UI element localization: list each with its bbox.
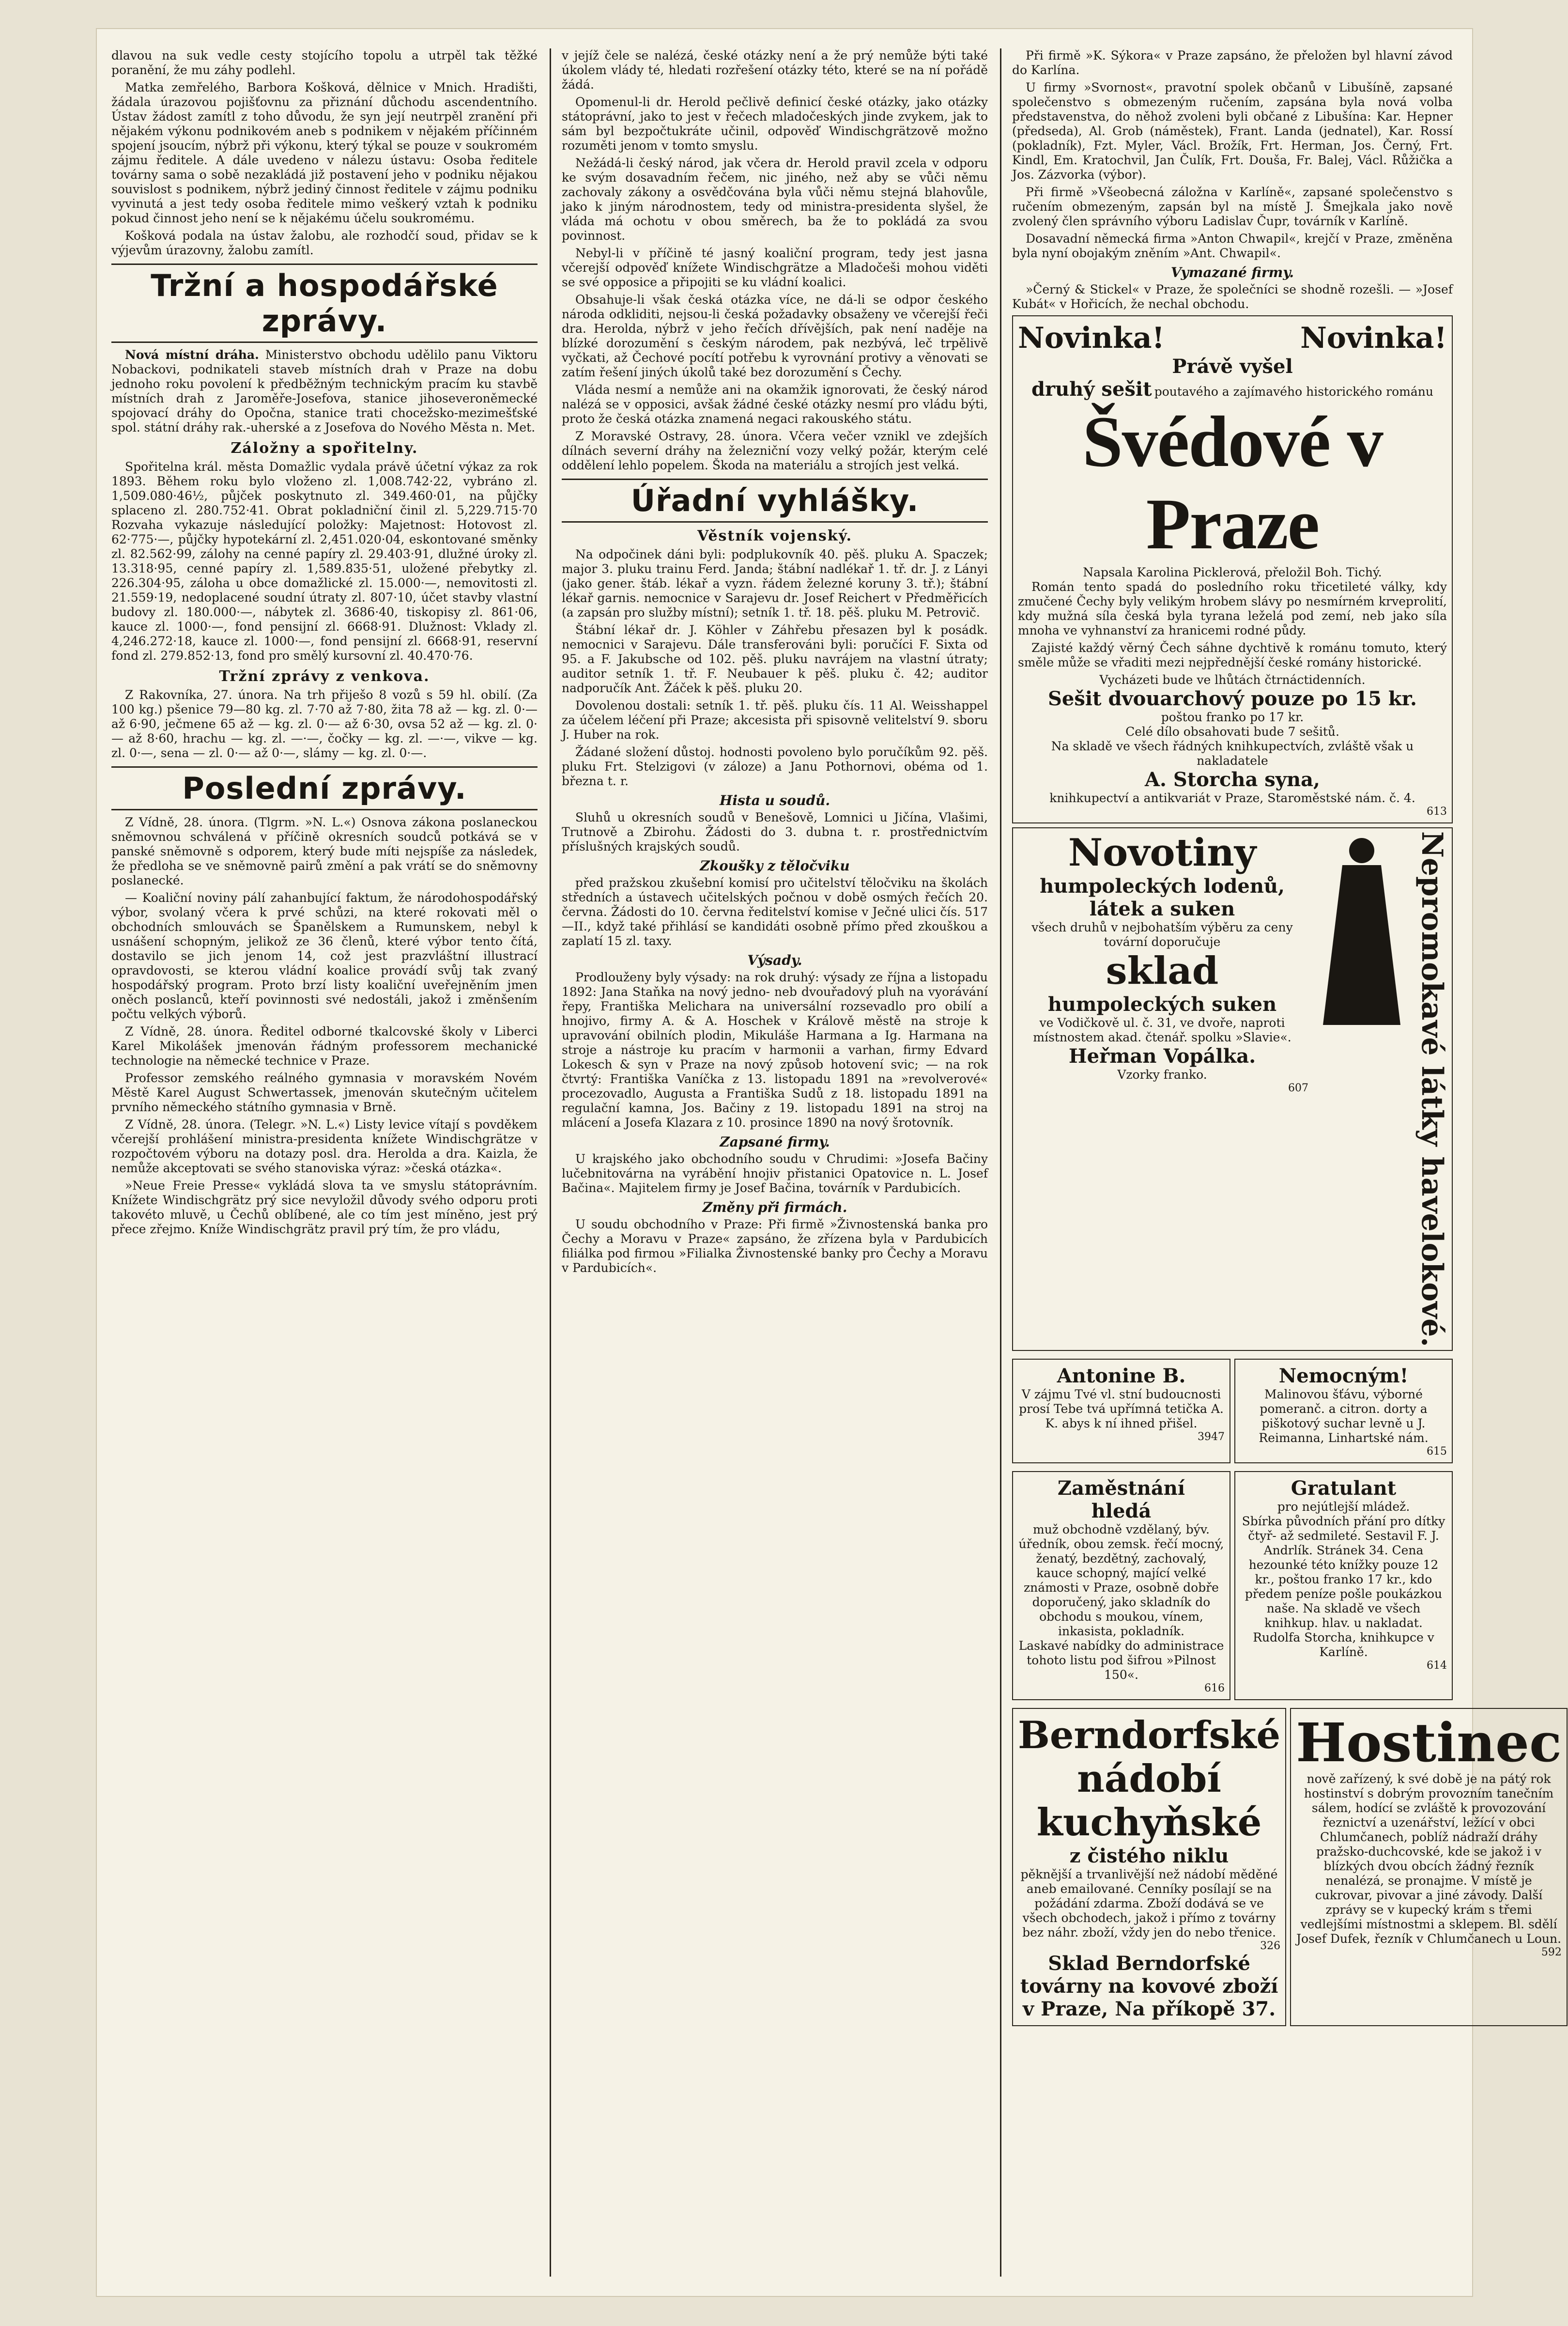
ad-row [1012, 1704, 1562, 2030]
ad-subheadline: humpoleckých lodenů, látek a suken [1040, 875, 1285, 920]
paragraph: Na odpočinek dáni byli: podplukovník 40. pěš. pluku A. Spaczek; major 3. pluku trainu Ferd. Janda; štábní nadlékař 1. tř. dr. J. z Lányi (jako gener. štáb. lékař a vyzn. řádem železné koruny 3. tř.); štábní lékař garnis. nemocnice v Sarajevu dr. Josef Reichert v Předměřicích (a zapsán pro služby místní); setník 1. tř. 18. pěš. pluku M. Petrovič. [562, 547, 988, 620]
paragraph: Dosavadní německá firma »Anton Chwapil«, krejčí v Praze, změněna byla nyní obojakým zněním »Ant. Chwapil«. [1012, 232, 1453, 260]
sub-heading: Záložny a spořitelny. [231, 440, 418, 457]
ad-text: poutavého a zajímavého historického románu [1154, 385, 1433, 399]
ad-subheadline: z čistého niklu [1069, 1845, 1229, 1868]
ad-row [1012, 1467, 1453, 1704]
paragraph: Z Vídně, 28. února. (Tlgrm. »N. L.«) Osnova zákona poslaneckou sněmovnou schválená v příčině okresních soudců potkává se v panské sněmovně s odporem, který bude míti nejspíše za následek, že předloha se ve sněmovně pairů změní a pak vrátí se do sněmovny poslanecké. [111, 815, 538, 887]
section-heading: Tržní a hospodářské zprávy. [111, 264, 538, 343]
paragraph: Nebyl-li v příčině té jasný koaliční program, tedy jest jasna včerejší odpověď knížete Windischgrätze a Mladočeši mohou viděti se své opposice a připojiti se ku vládní koalici. [562, 246, 988, 289]
ad-headline: Novinka! [1018, 321, 1165, 355]
paragraph: Štábní lékař dr. J. Köhler v Záhřebu přesazen byl k posádk. nemocnici v Sarajevu. Dále transferováni byli: poručíci F. Sixta od 95. a F. Jakubsche od 102. pěš. pluku navrájem na vlastní útraty; auditor setník 1. tř. F. Neubauer k pěš. pluku č. 42; auditor nadporučík Ant. Žáček k pěš. pluku 20. [562, 623, 988, 695]
ad-hostinec [1290, 1708, 1568, 2026]
column-1 [111, 48, 538, 2277]
paragraph: Při firmě »K. Sýkora« v Praze zapsáno, že přeložen byl hlavní závod do Karlína. [1012, 48, 1453, 77]
sub-heading: Věstník vojenský. [697, 527, 853, 544]
ad-berndorfske [1012, 1708, 1286, 2026]
paragraph: v jejíž čele se nalézá, české otázky není a že prý nemůže býti také úkolem vlády té, hledati rozřešení otázky této, které se na ní pořádě žádá. [562, 48, 988, 92]
ad-title: Antonine B. [1057, 1365, 1186, 1388]
ad-subheadline: humpoleckých suken [1047, 993, 1277, 1016]
ad-text: Sbírka původních přání pro dítky čtyř- až sedmileté. Sestavil F. J. Andrlík. Stránek 34. Cena hezounké této knížky pouze 12 kr., poštou franko 17 kr., kdo předem peníze pošle poukázkou naše. Na skladě ve všech knihkup. hlav. u nakladat. Rudolfa Storcha, knihkupce v Karlíně. [1242, 1514, 1445, 1659]
article-title: Nová místní dráha. [125, 348, 259, 362]
sub-heading: Vymazané firmy. [1170, 264, 1294, 280]
paragraph: Žádané složení důstoj. hodnosti povoleno bylo poručíkům 92. pěš. pluku Frt. Stelzigovi (v záloze) a Janu Pothornovi, obéma od 1. března t. r. [562, 745, 988, 788]
paragraph: Opomenul-li dr. Herold pečlivě definicí české otázky, jako otázky státoprávní, jako to jest v řečech mladočeských jinde zvykem, jak to sám byl bezpočtukráte učinil, odpověď Windischgrätzově možno rozuměti jenom v tomto smyslu. [562, 95, 988, 153]
paragraph: U firmy »Svornost«, pravotní spolek občanů v Libušíně, zapsané společenstvo s obmezeným ručením, zapsána byla nová volba představenstva, do něhož zvoleni byli občané z Libušína: Kar. Hepner (předseda), Al. Grob (náměstek), Frant. Landa (jednatel), Kar. Rossí (pokladník), Fzt. Myler, Václ. Brožík, Frt. Herman, Jos. Černý, Frt. Kindl, Em. Kratochvil, Jan Čulík, Frt. Douša, Fr. Balej, Václ. Růžička a Jos. Zázvorka (výbor). [1012, 80, 1453, 182]
ad-text: všech druhů v nejbohatším výběru za ceny tovární doporučuje [1031, 920, 1293, 949]
column-2 [562, 48, 988, 2277]
ad-publisher: A. Storcha syna, [1145, 768, 1320, 791]
ad-text: Vzorky franko. [1117, 1068, 1207, 1082]
ad-subheadline: druhý sešit [1031, 378, 1152, 401]
ad-number: 607 [1288, 1082, 1308, 1094]
ad-number: 592 [1541, 1946, 1562, 1959]
section-heading: Poslední zprávy. [111, 766, 538, 810]
paragraph: »Černý & Stickel« v Praze, že společníci se shodně rozešli. — »Josef Kubát« v Hořicích, že nechal obchodu. [1012, 282, 1453, 311]
ad-author: Napsala Karolina Picklerová, přeložil Boh. Tichý. [1083, 565, 1382, 579]
paragraph: U krajského jako obchodního soudu v Chrudimi: »Josefa Bačiny lučebnitovárna na vyrábění hnojiv přistanici Opatovice n. L. Josef Bačina«. Majitelem firmy je Josef Bačina, továrník v Pardubicích. [562, 1152, 988, 1195]
sub-heading: Tržní zprávy z venkova. [219, 668, 430, 685]
ad-subheadline: Právě vyšel [1172, 355, 1293, 378]
paragraph: Z Vídně, 28. února. (Telegr. »N. L.«) Listy levice vítají s povděkem včerejší prohlášení ministra-presidenta knížete Windischgrätze v rozpočtovém výboru na dotazy posl. dra. Herolda a dra. Kaizla, že nemůže akceptovati se svého stanoviska výraz: »česká otázka«. [111, 1117, 538, 1175]
ad-subheadline: pro nejútlejší mládež. [1277, 1500, 1410, 1514]
ad-gratulant [1234, 1471, 1453, 1700]
ad-title: Gratulant [1291, 1477, 1397, 1500]
ad-number: 615 [1427, 1445, 1447, 1458]
ad-text: muž obchodně vzdělaný, býv. úředník, obou zemsk. řečí mocný, ženatý, bezdětný, zachovalý, kauce schopný, mající velké známosti v Praze, osobně dobře doporučený, jako skladník do obchodu s moukou, vínem, inkasista, pokladník. [1018, 1522, 1224, 1639]
sub-heading: Zkoušky z těločviku [700, 858, 850, 874]
ad-text: Zajisté každý věrný Čech sáhne dychtivě k románu tomuto, který směle může se vřaditi mezi nejpřednější české romány historické. [1018, 641, 1447, 669]
ad-number: 613 [1427, 806, 1447, 818]
ad-text: Celé dílo obsahovati bude 7 sešitů. [1125, 725, 1339, 739]
sub-heading: Výsady. [747, 952, 802, 968]
paragraph: Vláda nesmí a nemůže ani na okamžik ignorovati, že český národ nalézá se v opposici, avšak žádné české otázky nesmí pro vládu býti, proto že česká otázka znamená negaci rakouského státu. [562, 383, 988, 426]
ad-text: Vycházeti bude ve lhůtách čtrnáctidenních. [1099, 673, 1366, 687]
ad-number: 326 [1260, 1940, 1281, 1953]
paragraph: Professor zemského reálného gymnasia v moravském Novém Městě Karel August Schwertassek, jmenován skutečným učitelem prvního německého státního gymnasia v Brně. [111, 1071, 538, 1114]
paragraph: Spořitelna král. města Domažlic vydala právě účetní výkaz za rok 1893. Během roku bylo vloženo zl. 1,008.742·22, vybráno zl. 1,509.080·46½, půjček poskytnuto zl. 349.460·01, na půjčky splaceno zl. 280.752·41. Obrat pokladniční činil zl. 5,229.715·70 Rozvaha vykazuje následující položky: Majetnost: Hotovost zl. 62·775·—, půjčky hypotekární zl. 2,451.020·04, eskontované směnky zl. 82.562·99, zálohy na cenné papíry zl. 29.403·91, dlužné úroky zl. 13.318·95, cenné papíry zl. 1,589.835·51, uložené přebytky zl. 226.304·95, záloha u obce domažlické zl. 15.000·—, nemovitosti zl. 21.559·19, nedoplacené soudní útraty zl. 807·10, účet stavby vlastní budovy zl. 180.000·—, nábytek zl. 3686·40, tiskopisy zl. 861·06, kauce zl. 1000·—, fond pensijní zl. 6668·91. Dlužnost: Vklady zl. 4,246.272·18, kauce zl. 1000·—, fond pensijní zl. 6668·91, reservní fond zl. 279.852·13, fond pro smělý kursovní zl. 40.470·76. [111, 460, 538, 663]
ad-antonine [1012, 1359, 1230, 1463]
sub-heading: Zapsané firmy. [720, 1134, 830, 1150]
paragraph: — Koaliční noviny pálí zahanbující faktum, že národohospodářský výbor, svolaný včera k prvé schůzi, na které rokovati měl o obchodních smlouvách se Španělskem a Rumunskem, nebyl k usnášení schopným, jelikož ze 36 členů, které výbor tento čítá, dostavilo se jich jenom 14, což jest prazvláštní illustrací opravdovosti, se kterou vládní koalice provádí svůj tak zvaný hospodářský program. Proto brzí listy koaliční uveřejněním jmen oněch poslanců, kteří povinnosti své nedostáli, jakož i změnšením počtu velkých výborů. [111, 891, 538, 1021]
ad-zamestnani [1012, 1471, 1230, 1700]
paragraph: Matka zemřelého, Barbora Košková, dělnice v Mnich. Hradišti, žádala úrazovou pojišťovnu za přiznání důchodu ascendentního. Ústav žádost zamítl z toho důvodu, že syn její neutrpěl zranění při nějakém výkonu podnikovém aneb s podnikem v nějakém příčinném spojení jsoucím, nýbrž při výkonu, který týkal se pouze v soukromém zájmu ředitele. A dále uvedeno v nálezu ústavu: Osoba ředitele továrny sama o sobě nezakládá již postavení jeho v podniku nějakou souvislost s podnikem, nýbrž jediný činnost ředitele v zájmu podniku vyvinutá a jest tedy osoba ředitele mimo veškerý vztah k podniku pokud činnost jeho není se k nějakému účelu soukromému. [111, 80, 538, 225]
ad-text: pěknější a trvanlivější než nádobí měděné aneb emailované. Cenníky posílají se na požádání zdarma. Zboží dodává se ve všech obchodech, jakož i přímo z továrny bez náhr. zboží, vždy jen do nebo třenice. [1020, 1867, 1278, 1940]
paragraph: Košková podala na ústav žalobu, ale rozhodčí soud, přidav se k výjevům úrazovny, žalobu zamítl. [111, 229, 538, 257]
paragraph: Ministerstvo obchodu udělilo panu Viktoru Nobackovi, podnikateli staveb místních drah v Praze na dobu jednoho roku povolení k předběžným technickým pracím ku stavbě místních drah z Jaroměře-Josefova, stanice jihoseveroněmecké spojovací dráhy do Opočna, stanice trati chocežsko-mezimešťské spol. státní dráhy rak.-uherské a z Josefova do Nového Města n. Met. [111, 348, 538, 434]
sub-heading: Hista u soudů. [719, 792, 830, 808]
section-heading: Úřadní vyhlášky. [562, 479, 988, 523]
ad-text: knihkupectví a antikvariát v Praze, Staroměstské nám. č. 4. [1049, 791, 1415, 805]
paragraph: Obsahuje-li však česká otázka více, ne dá-li se odpor českého národa odkliditi, nejsou-li česká požadavky obsaženy ve včerejší řeči dra. Herolda, nýbrž v jeho řečích dřívějších, pak není naděje na blízké dorozumění s českým národem, pak nezbývá, leč trpělivě vyčkati, až Čechové pocítí potřebu k vyrovnání protivy a věnovati se zatím řešení jiných úkolů také bez dorozumění s Čechy. [562, 293, 988, 379]
ad-text: Na skladě ve všech řádných knihkupectvích, zvláště však u nakladatele [1051, 739, 1414, 768]
ad-title: Zaměstnání [1057, 1477, 1185, 1500]
ad-novotiny [1012, 827, 1453, 1351]
paragraph: »Neue Freie Presse« vykládá slova ta ve smyslu státoprávním. Knížete Windischgrätz prý sice nevyložil důvody svého odporu proti takovéto mluvě, u Čechů oblíbené, ale co tím jest míněno, jest prý přece zřejmo. Kníže Windischgrätz pravil prý tím, že pro vládu, [111, 1179, 538, 1236]
ad-text: Malinovou šťávu, výborné pomeranč. a citron. dorty a piškotový suchar levně u J. Reimanna, Linhartské nám. [1259, 1387, 1429, 1445]
paragraph: před pražskou zkušební komisí pro učitelství těločviku na školách středních a ústavech učitelských počnou v době osmých řečích 20. června. Žádosti do 10. června ředitelství komise v Ječné ulici čís. 517—II., když také přihlásí se kandidáti osobně přímo před zkouškou a zaplatí 15 zl. taxy. [562, 876, 988, 948]
paragraph: Nežádá-li český národ, jak včera dr. Herold pravil zcela v odporu ke svým dosavadním řečem, nic jiného, než aby se vůči němu zachovaly zákony a osvědčována byla vůči němu stejná blahovůle, jako k jiným národnostem, tedy od ministra-presidenta slyšel, že vláda má ochotu v obou směrech, ba že to pokládá za svou povinnost. [562, 156, 988, 243]
paragraph: dlavou na suk vedle cesty stojícího topolu a utrpěl tak těžké poranění, že mu záhy podlehl. [111, 48, 538, 77]
paragraph: U soudu obchodního v Praze: Při firmě »Živnostenská banka pro Čechy a Moravu v Praze« zapsáno, že zřízena byla v Pardubicích filiálka pod firmou »Filialka Živnostenské banky pro Čechy a Moravu v Pardubicích«. [562, 1217, 988, 1275]
ad-vertical-text: Nepromokavé látky havelokové. [1415, 831, 1449, 1348]
ad-store: Sklad Berndorfské továrny na kovové zboží v Praze, Na příkopě 37. [1020, 1952, 1278, 2021]
ad-headline: Novinka! [1300, 321, 1447, 355]
ad-number: 614 [1427, 1659, 1447, 1672]
ad-text: ve Vodičkově ul. č. 31, ve dvoře, naproti místnostem akad. čtenář. spolku »Slavie«. [1033, 1016, 1291, 1044]
ad-svedove-v-praze [1012, 315, 1453, 823]
ad-title: Nemocným! [1278, 1365, 1409, 1388]
ad-title: Hostinec [1296, 1711, 1562, 1774]
ad-subheadline: hledá [1091, 1500, 1152, 1523]
ad-number: 3947 [1198, 1431, 1225, 1443]
ad-row [1012, 1355, 1453, 1467]
ad-title: kuchyňské [1036, 1800, 1262, 1845]
column-3 [1012, 48, 1562, 2277]
sub-heading: Změny při firmách. [702, 1199, 847, 1215]
ad-text: nově zařízený, k své době je na pátý rok hostinství s dobrým provozním tanečním sálem, hodící se zvláště k provozování řeznictví a uzenářství, ležící v obci Chlumčanech, poblíž nádraží dráhy pražsko-duchcovské, kde se jakož i v blízkých dvou obcích žádný řezník nenalézá, se pronajme. V místě je cukrovar, pivovar a jiné závody. Další zprávy se v kupecký krám s třemi vedlejšími místnostmi a sklepem. Bl. sdělí Josef Dufek, řezník v Chlumčanech u Loun. [1296, 1772, 1562, 1946]
paragraph: Z Vídně, 28. února. Ředitel odborné tkalcovské školy v Liberci Karel Mikolášek jmenován řádným professorem mechanické technologie na německé technice v Praze. [111, 1024, 538, 1068]
ad-text: Laskavé nabídky do administrace tohoto listu pod šifrou »Pilnost 150«. [1018, 1639, 1224, 1682]
paragraph: Dovolenou dostali: setník 1. tř. pěš. pluku čís. 11 Al. Weisshappel za účelem léčení při Praze; akcesista při spisovně velitelství 9. sboru J. Huber na rok. [562, 698, 988, 742]
column-rule [550, 48, 551, 2277]
ad-title: Švédové v Praze [1082, 402, 1383, 564]
ad-number: 616 [1204, 1682, 1225, 1695]
ad-subheadline: sklad [1106, 949, 1219, 993]
coat-illustration-icon [1313, 831, 1410, 1035]
newspaper-page [97, 29, 1562, 2296]
ad-nemocnym [1234, 1359, 1453, 1463]
ad-text: V zájmu Tvé vl. stní budoucnosti prosí Tebe tvá upřímná tetička A. K. abys k ní ihned přišel. [1019, 1387, 1224, 1431]
paragraph: Z Moravské Ostravy, 28. února. Včera večer vznikl ve zdejších dílnách severní dráhy na železniční vozy velký požár, kterým celé oddělení lehlo popelem. Škoda na materiálu a strojích jest velká. [562, 429, 988, 472]
paragraph: Sluhů u okresních soudů v Benešově, Lomnici u Jičína, Vlašimi, Trutnově a Zbirohu. Žádosti do 3. dubna t. r. prostřednictvím příslušných krajských soudů. [562, 810, 988, 853]
ad-price: Sešit dvouarchový pouze po 15 kr. [1048, 687, 1417, 710]
ad-title: Berndorfské [1018, 1713, 1281, 1758]
ad-text: poštou franko po 17 kr. [1161, 710, 1304, 724]
ad-text: Román tento spadá do posledního roku třicetileté války, kdy zmučené Čechy byly velikým hrobem slávy po nesmírném krveprolití, kdy mužná síla česká byla tyrana leželá pod zemí, neb jako síla mnoha ve vyhnanství za hranicemi rodné půdy. [1018, 580, 1447, 637]
paragraph: Z Rakovníka, 27. února. Na trh přiješo 8 vozů s 59 hl. obilí. (Za 100 kg.) pšenice 79—80 kg. zl. 7·70 až 7·80, žita 78 až — kg. zl. 0·— až 6·90, ječmene 65 až — kg. zl. 0·— až 6·30, ovsa 52 až — kg. zl. 0·— až 8·60, hrachu — kg. zl. —·—, čočky — kg. zl. —·—, vikve — kg. zl. 0·—, sena — zl. 0·— až 0·—, slámy — kg. zl. 0·—. [111, 688, 538, 760]
ad-title: Novotiny [1068, 831, 1257, 875]
ad-title: nádobí [1077, 1757, 1222, 1801]
ad-owner: Heřman Vopálka. [1068, 1045, 1256, 1068]
column-rule [1000, 48, 1001, 2277]
paragraph: Prodlouženy byly výsady: na rok druhý: výsady ze října a listopadu 1892: Jana Staňka na nový jedno- neb dvouřadový pluh na vyorávání řepy, Františka Melichara na universální rozsevadlo pro obilí a hnojivo, firmy A. & A. Hoschek v Králově městě na stroje k upravování obilních plodin, Mikuláše Harmana a Ig. Harmana na stroje a nástroje ku pracím v harmonii a varhan, firmy Edvard Lokesch & syn v Praze na nový způsob hotovení svic; — na rok čtvrtý: Františka Vaníčka z 13. listopadu 1891 na »revolverové« procezovadlo, Augusta a Františka Sudů z 18. listopadu 1891 na regulační kamna, Jos. Bačiny z 19. listopadu 1891 na stroj na mlácení a Josefa Klazara z 10. prosince 1890 na nový šrotovník. [562, 970, 988, 1130]
paragraph: Při firmě »Všeobecná záložna v Karlíně«, zapsané společenstvo s ručením obmezeným, zapsán byl na místě J. Šmejkala jako nově zvolený člen správního výboru Ladislav Čupr, továrník v Karlíně. [1012, 185, 1453, 228]
